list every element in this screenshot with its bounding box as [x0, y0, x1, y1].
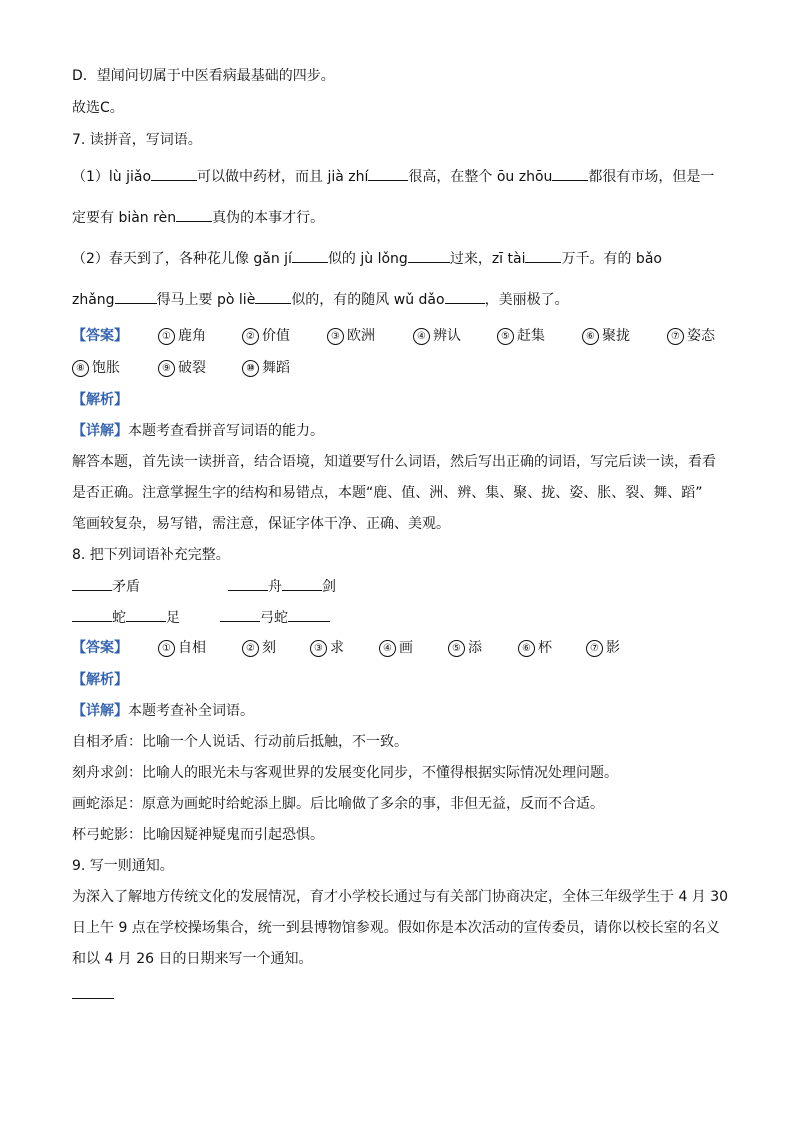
answer-item — [448, 638, 482, 658]
answer-word: 欧洲 — [347, 328, 375, 344]
answer-item — [310, 638, 344, 658]
q8-analysis-tag: 【解析】 — [72, 672, 128, 688]
text: 过来，zī tài — [449, 251, 526, 267]
answer-word: 赶集 — [517, 328, 545, 344]
q6-option-d: D．望闻问切属于中医看病最基础的四步。 — [72, 68, 335, 84]
text: 蛇 — [112, 610, 126, 626]
q8-def-4: 杯弓蛇影：比喻因疑神疑鬼而引起恐惧。 — [72, 827, 324, 843]
q6-conclusion: 故选C。 — [72, 100, 124, 116]
q9-title: 9. 写一则通知。 — [72, 858, 174, 874]
q7-explain-line3: 笔画较复杂，易写错，需注意，保证字体干净、正确、美观。 — [72, 516, 450, 532]
answer-blank — [126, 607, 166, 622]
q9-line3: 和以 4 月 26 日的日期来写一个通知。 — [72, 951, 313, 967]
answer-word: 舞蹈 — [262, 360, 290, 376]
answer-blank — [72, 984, 114, 999]
answer-word: 影 — [606, 640, 620, 656]
answer-item — [242, 326, 290, 346]
text: 定要有 biàn rèn — [72, 210, 177, 226]
text: 都很有市场，但是一 — [588, 169, 715, 185]
answer-item — [667, 326, 715, 346]
number-badge: ④ — [379, 640, 396, 657]
q8-detail — [72, 701, 254, 721]
q7-explain-line2: 是否正确。注意掌握生字的结构和易错点，本题“鹿、值、洲、辨、集、聚、拢、姿、胀、裂、舞、蹈” — [72, 485, 703, 501]
q8-def-1: 自相矛盾：比喻一个人说话、行动前后抵触，不一致。 — [72, 734, 408, 750]
answer-blank — [176, 207, 212, 222]
answer-item — [242, 638, 276, 658]
answer-item — [72, 358, 120, 378]
answer-blank — [115, 289, 157, 304]
q9-line2: 日上午 9 点在学校操场集合，统一到县博物馆参观。假如你是本次活动的宣传委员，请你以校长室的名义 — [72, 920, 720, 936]
q8-title: 8. 把下列词语补充完整。 — [72, 547, 230, 563]
number-badge: ⑦ — [586, 640, 603, 657]
text: zhǎng — [72, 292, 115, 308]
number-badge: ⑥ — [582, 328, 599, 345]
answer-blank — [220, 607, 260, 622]
q7-part1-line2 — [72, 207, 324, 228]
number-badge: ① — [158, 640, 175, 657]
answer-item — [242, 358, 290, 378]
answer-word: 辨认 — [433, 328, 461, 344]
answer-item — [327, 326, 375, 346]
q7-analysis-tag: 【解析】 — [72, 392, 128, 408]
q7-part2-line2 — [72, 289, 569, 310]
text: 弓蛇 — [260, 610, 288, 626]
text: 很高，在整个 ōu zhōu — [408, 169, 553, 185]
q8-row2 — [72, 607, 288, 628]
text: 舟 — [268, 579, 282, 595]
q8-row1 — [72, 576, 336, 597]
answer-blank — [282, 576, 322, 591]
q7-title: 7. 读拼音，写词语。 — [72, 132, 202, 148]
answer-item — [158, 638, 206, 658]
text: 可以做中药材，而且 jià zhí — [197, 169, 369, 185]
number-badge: ⑤ — [497, 328, 514, 345]
text: （2）春天到了，各种花儿像 gǎn jí — [72, 251, 292, 267]
answer-word: 饱胀 — [92, 360, 120, 376]
answer-item — [497, 326, 545, 346]
number-badge: ③ — [310, 640, 327, 657]
number-badge: ② — [242, 328, 259, 345]
number-badge: ⑩ — [242, 360, 259, 377]
answer-blank — [292, 248, 328, 263]
q8-idiom4 — [220, 607, 330, 628]
number-badge: ② — [242, 640, 259, 657]
answer-blank — [525, 248, 561, 263]
answer-word: 破裂 — [178, 360, 206, 376]
text: 矛盾 — [112, 579, 140, 595]
q8-def-3: 画蛇添足：原意为画蛇时给蛇添上脚。后比喻做了多余的事，非但无益，反而不合适。 — [72, 796, 604, 812]
detail-tag: 【详解】 — [72, 703, 128, 719]
detail-text: 本题考查看拼音写词语的能力。 — [128, 423, 324, 439]
answer-blank — [552, 166, 588, 181]
q8-def-2: 刻舟求剑：比喻人的眼光未与客观世界的发展变化同步，不懂得根据实际情况处理问题。 — [72, 765, 618, 781]
answer-word: 添 — [468, 640, 482, 656]
text: 似的，有的随风 wǔ dǎo — [291, 292, 445, 308]
number-badge: ③ — [327, 328, 344, 345]
answer-item — [586, 638, 620, 658]
answer-word: 刻 — [262, 640, 276, 656]
q9-line1: 为深入了解地方传统文化的发展情况，育才小学校长通过与有关部门协商决定，全体三年级学生于 4 月 30 — [72, 889, 729, 905]
q8-answer-row — [72, 638, 620, 658]
answer-tag: 【答案】 — [72, 328, 128, 344]
answer-item — [413, 326, 461, 346]
number-badge: ④ — [413, 328, 430, 345]
text: 真伪的本事才行。 — [212, 210, 325, 226]
q8-idiom2 — [228, 576, 336, 597]
number-badge: ⑨ — [158, 360, 175, 377]
q7-detail — [72, 421, 324, 441]
text: ，美丽极了。 — [484, 292, 569, 308]
text: 剑 — [322, 579, 336, 595]
q9-answer-blank — [72, 984, 114, 1005]
q7-explain-line1: 解答本题，首先读一读拼音，结合语境，知道要写什么词语，然后写出正确的词语，写完后读一读，看看 — [72, 454, 716, 470]
q7-part1-line1 — [72, 166, 714, 187]
number-badge: ⑤ — [448, 640, 465, 657]
answer-blank — [151, 166, 197, 181]
answer-item — [518, 638, 552, 658]
answer-blank — [408, 248, 450, 263]
answer-blank — [368, 166, 408, 181]
answer-blank — [72, 576, 112, 591]
text: 似的 jù lǒng — [327, 251, 408, 267]
answer-word: 姿态 — [687, 328, 715, 344]
number-badge: ⑥ — [518, 640, 535, 657]
answer-blank — [255, 289, 291, 304]
text: 万千。有的 bǎo — [561, 251, 662, 267]
q7-answer-row2 — [72, 358, 290, 378]
q7-part2-line1 — [72, 248, 662, 269]
answer-word: 聚拢 — [602, 328, 630, 344]
answer-word: 画 — [399, 640, 413, 656]
number-badge: ① — [158, 328, 175, 345]
answer-blank — [228, 576, 268, 591]
q7-answer-row1 — [72, 326, 715, 346]
answer-item — [158, 358, 206, 378]
answer-word: 价值 — [262, 328, 290, 344]
answer-blank — [72, 607, 112, 622]
answer-word: 鹿角 — [178, 328, 206, 344]
answer-item — [582, 326, 630, 346]
answer-tag: 【答案】 — [72, 640, 128, 656]
answer-word: 自相 — [178, 640, 206, 656]
answer-item — [158, 326, 206, 346]
number-badge: ⑦ — [667, 328, 684, 345]
detail-tag: 【详解】 — [72, 423, 128, 439]
text: （1）lù jiǎo — [72, 169, 152, 185]
answer-word: 求 — [330, 640, 344, 656]
text: 得马上要 pò liè — [156, 292, 256, 308]
answer-blank — [288, 607, 330, 622]
answer-item — [379, 638, 413, 658]
number-badge: ⑧ — [72, 360, 89, 377]
answer-blank — [445, 289, 485, 304]
text: 足 — [166, 610, 180, 626]
answer-word: 杯 — [538, 640, 552, 656]
detail-text: 本题考查补全词语。 — [128, 703, 254, 719]
